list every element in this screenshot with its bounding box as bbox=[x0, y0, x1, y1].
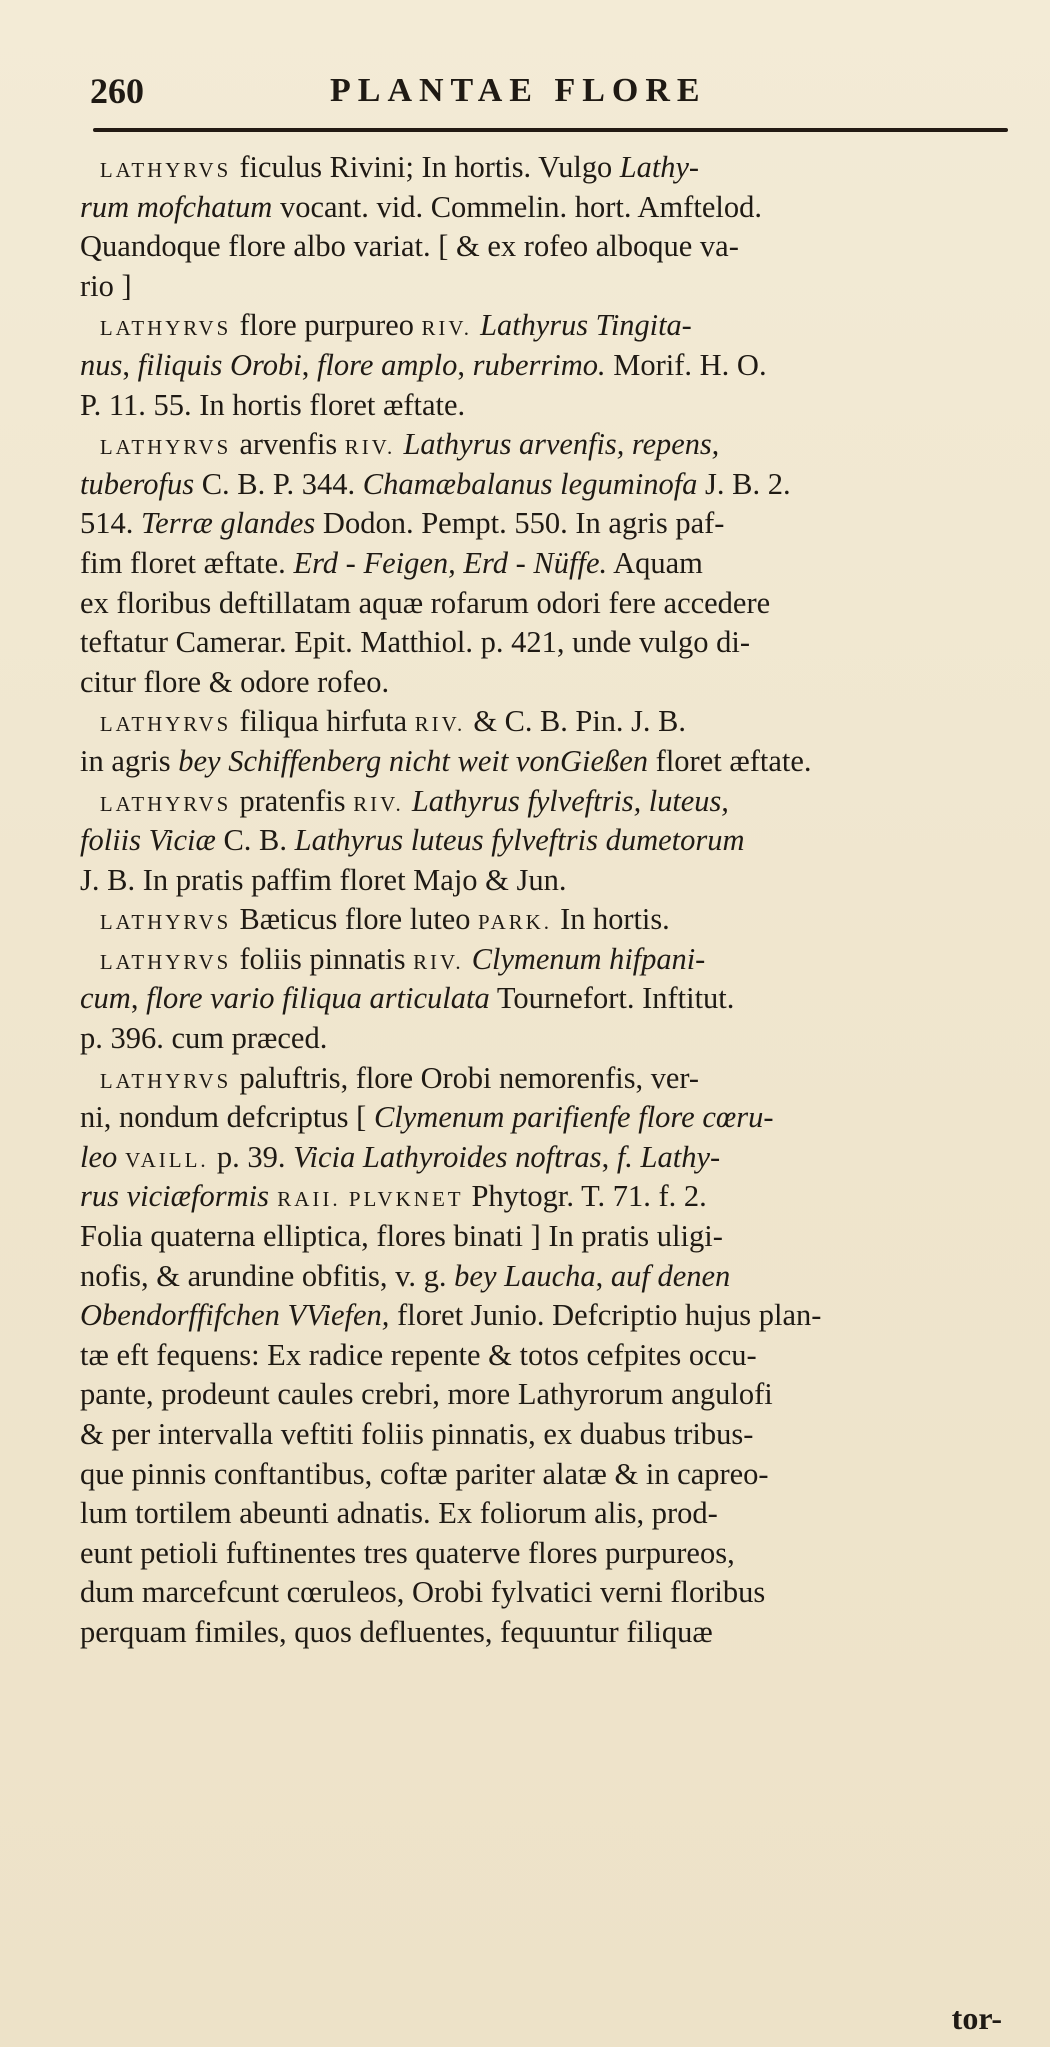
text-fragment: Quandoque flore albo variat. [ & ex rofeo alboque va- bbox=[80, 229, 739, 264]
text-fragment: lum tortilem abeunti adnatis. Ex foliorum alis, prod- bbox=[80, 1496, 718, 1531]
text-line bbox=[80, 663, 1040, 703]
text-fragment: ni, nondum defcriptus [ bbox=[80, 1100, 374, 1135]
small-caps-fragment: LATHYRVS bbox=[99, 791, 240, 816]
text-fragment: floret Junio. Defcriptio hujus plan- bbox=[389, 1298, 822, 1333]
italic-fragment: ruberrimo. bbox=[472, 347, 606, 382]
small-caps-fragment: LATHYRVS bbox=[99, 1068, 240, 1093]
text-line bbox=[80, 386, 1040, 426]
small-caps-fragment: LATHYRVS bbox=[99, 949, 240, 974]
text-fragment: , bbox=[130, 981, 147, 1016]
italic-fragment: filiquis Orobi bbox=[137, 347, 302, 382]
text-fragment: perquam fimiles, quos defluentes, fequuntur filiquæ bbox=[80, 1614, 713, 1649]
italic-fragment: foliis Viciæ bbox=[80, 823, 216, 858]
small-caps-fragment: PARK. bbox=[477, 910, 561, 935]
text-fragment: nofis, & arundine obfitis, v. g. bbox=[80, 1258, 455, 1293]
small-caps-fragment: RIV. bbox=[421, 316, 481, 341]
text-line bbox=[80, 544, 1040, 584]
text-line bbox=[80, 227, 1040, 267]
small-caps-fragment: RIV. bbox=[353, 791, 412, 816]
text-fragment: arvenfis bbox=[239, 427, 345, 462]
text-fragment: p. 39. bbox=[216, 1139, 294, 1174]
text-fragment: filiqua hirfuta bbox=[239, 704, 415, 739]
italic-fragment: Erd - Feigen, Erd - Nüffe. bbox=[293, 545, 608, 580]
text-fragment: J. B. In pratis paffim floret Majo & Jun. bbox=[80, 862, 567, 897]
text-fragment: , bbox=[457, 347, 473, 382]
italic-fragment: flore amplo bbox=[316, 347, 458, 382]
text-fragment: fim floret æftate. bbox=[80, 545, 294, 580]
text-fragment: , bbox=[122, 347, 138, 382]
header-rule bbox=[93, 128, 1008, 132]
text-line bbox=[80, 742, 1040, 782]
text-line bbox=[80, 1217, 1040, 1257]
text-fragment: pratenfis bbox=[239, 783, 354, 818]
text-fragment: P. 11. 55. In hortis floret æftate. bbox=[80, 387, 466, 422]
text-line bbox=[80, 623, 1040, 663]
page-header bbox=[0, 70, 1050, 120]
text-line bbox=[80, 346, 1040, 386]
text-fragment: , bbox=[601, 1139, 617, 1174]
text-line bbox=[80, 1336, 1040, 1376]
text-line bbox=[80, 1573, 1040, 1613]
italic-fragment: Lathyrus arvenfis, repens, bbox=[403, 427, 720, 462]
text-fragment: C. B. bbox=[215, 823, 295, 858]
text-fragment: Morif. H. O. bbox=[605, 347, 767, 382]
text-fragment: pante, prodeunt caules crebri, more Lathyrorum angulofi bbox=[80, 1377, 773, 1412]
text-fragment: foliis pinnatis bbox=[239, 941, 414, 976]
text-line bbox=[80, 1138, 1040, 1178]
text-fragment: ficulus Rivini; In hortis. Vulgo bbox=[239, 150, 620, 184]
text-fragment: , bbox=[595, 1258, 611, 1293]
text-fragment: 514. bbox=[80, 506, 141, 541]
text-fragment: C. B. P. 344. bbox=[194, 466, 363, 501]
text-line bbox=[80, 1296, 1040, 1336]
text-fragment: Aquam bbox=[607, 545, 703, 580]
text-fragment: Dodon. Pempt. 550. In agris paf- bbox=[315, 506, 725, 541]
small-caps-fragment: RIV. bbox=[344, 435, 404, 460]
text-line bbox=[80, 1019, 1040, 1059]
catchword: tor- bbox=[951, 2000, 1002, 2036]
text-line bbox=[80, 267, 1040, 307]
text-line bbox=[80, 1455, 1040, 1495]
text-fragment: dum marcefcunt cœruleos, Orobi fylvatici verni floribus bbox=[80, 1575, 766, 1610]
text-line bbox=[80, 1098, 1040, 1138]
text-fragment: Tournefort. Inftitut. bbox=[489, 981, 735, 1016]
text-fragment: vocant. vid. Commelin. hort. Amftelod. bbox=[272, 189, 762, 224]
text-line bbox=[80, 940, 1035, 980]
text-line bbox=[80, 1613, 1040, 1653]
text-fragment: que pinnis conftantibus, coftæ pariter alatæ & in capreo- bbox=[80, 1456, 769, 1491]
italic-fragment: nus bbox=[80, 347, 123, 382]
text-line bbox=[80, 1059, 1035, 1099]
italic-fragment: Clymenum hifpani- bbox=[471, 941, 706, 976]
italic-fragment: leo bbox=[80, 1139, 118, 1174]
italic-fragment: tuberofus bbox=[80, 466, 195, 501]
text-line bbox=[80, 465, 1040, 505]
text-line bbox=[80, 584, 1040, 624]
small-caps-fragment: LATHYRVS bbox=[99, 910, 240, 935]
italic-fragment: auf denen bbox=[610, 1258, 731, 1293]
small-caps-fragment: VAILL. bbox=[117, 1147, 217, 1172]
text-fragment: , bbox=[301, 347, 317, 382]
text-fragment: Bæticus flore luteo bbox=[239, 902, 478, 937]
small-caps-fragment: LATHYRVS bbox=[99, 316, 240, 341]
italic-fragment: f. Lathy- bbox=[616, 1139, 721, 1174]
text-fragment: Folia quaterna elliptica, flores binati ] In pratis uligi- bbox=[80, 1219, 723, 1254]
text-fragment: tæ eft fequens: Ex radice repente & totos cefpites occu- bbox=[80, 1337, 757, 1372]
italic-fragment: bey Laucha bbox=[454, 1258, 596, 1293]
text-fragment: flore purpureo bbox=[239, 308, 422, 343]
text-line bbox=[80, 1534, 1040, 1574]
italic-fragment: Lathyrus luteus fylveftris dumetorum bbox=[294, 823, 745, 858]
italic-fragment: Clymenum parifienfe flore cœru- bbox=[373, 1100, 774, 1135]
italic-fragment: rus viciæformis bbox=[80, 1179, 269, 1214]
text-fragment: Phytogr. T. 71. f. 2. bbox=[471, 1179, 707, 1214]
italic-fragment: Obendorffifchen VViefen, bbox=[80, 1298, 390, 1333]
text-line bbox=[80, 1375, 1040, 1415]
italic-fragment: cum bbox=[80, 981, 131, 1016]
text-fragment: & C. B. Pin. J. B. bbox=[473, 704, 686, 739]
text-line bbox=[80, 306, 1035, 346]
text-fragment: eunt petioli fuftinentes tres quaterve flores purpureos, bbox=[80, 1535, 735, 1570]
text-line bbox=[80, 148, 1035, 188]
small-caps-fragment: RIV. bbox=[414, 712, 474, 737]
text-line bbox=[80, 1257, 1040, 1297]
text-fragment: In hortis. bbox=[560, 902, 670, 937]
text-line bbox=[80, 821, 1040, 861]
text-line bbox=[80, 188, 1040, 228]
text-fragment: rio ] bbox=[80, 268, 132, 303]
small-caps-fragment: LATHYRVS bbox=[99, 158, 240, 182]
small-caps-fragment: RAII. PLVKNET bbox=[268, 1187, 472, 1212]
small-caps-fragment: LATHYRVS bbox=[99, 712, 240, 737]
body-text bbox=[80, 148, 1040, 1653]
text-line bbox=[80, 504, 1040, 544]
text-fragment: in agris bbox=[80, 743, 179, 778]
italic-fragment: Lathyrus fylveftris, luteus, bbox=[411, 783, 729, 818]
italic-fragment: flore vario filiqua articulata bbox=[146, 981, 490, 1016]
italic-fragment: rum mofchatum bbox=[80, 189, 273, 224]
page-number: 260 bbox=[90, 71, 144, 111]
italic-fragment: bey Schiffenberg nicht weit vonGießen bbox=[178, 743, 649, 778]
text-fragment: teftatur Camerar. Epit. Matthiol. p. 421, unde vulgo di- bbox=[80, 625, 751, 660]
text-line bbox=[80, 1415, 1040, 1455]
text-fragment: ex floribus deftillatam aquæ rofarum odori fere accedere bbox=[80, 585, 771, 620]
text-line bbox=[80, 702, 1035, 742]
text-fragment: citur flore & odore rofeo. bbox=[80, 664, 390, 699]
text-line bbox=[80, 782, 1035, 822]
text-fragment: paluftris, flore Orobi nemorenfis, ver- bbox=[239, 1060, 699, 1095]
running-title: PLANTAE FLORE bbox=[330, 72, 707, 109]
small-caps-fragment: LATHYRVS bbox=[99, 435, 240, 460]
italic-fragment: Lathy- bbox=[619, 150, 700, 184]
text-line bbox=[80, 1177, 1040, 1217]
italic-fragment: Chamæbalanus leguminofa bbox=[362, 466, 698, 501]
text-line bbox=[80, 1494, 1040, 1534]
text-line bbox=[80, 900, 1035, 940]
text-line bbox=[80, 979, 1040, 1019]
text-line bbox=[80, 425, 1035, 465]
text-fragment: p. 396. cum præced. bbox=[80, 1021, 328, 1056]
text-fragment: floret æftate. bbox=[648, 743, 812, 778]
italic-fragment: Terræ glandes bbox=[141, 506, 316, 541]
text-fragment: J. B. 2. bbox=[697, 466, 791, 501]
italic-fragment: Vicia Lathyroides noftras bbox=[293, 1139, 602, 1174]
italic-fragment: Lathyrus Tingita- bbox=[480, 308, 692, 343]
text-fragment: & per intervalla veftiti foliis pinnatis, ex duabus tribus- bbox=[80, 1417, 754, 1451]
text-line bbox=[80, 861, 1040, 901]
small-caps-fragment: RIV. bbox=[413, 949, 472, 974]
